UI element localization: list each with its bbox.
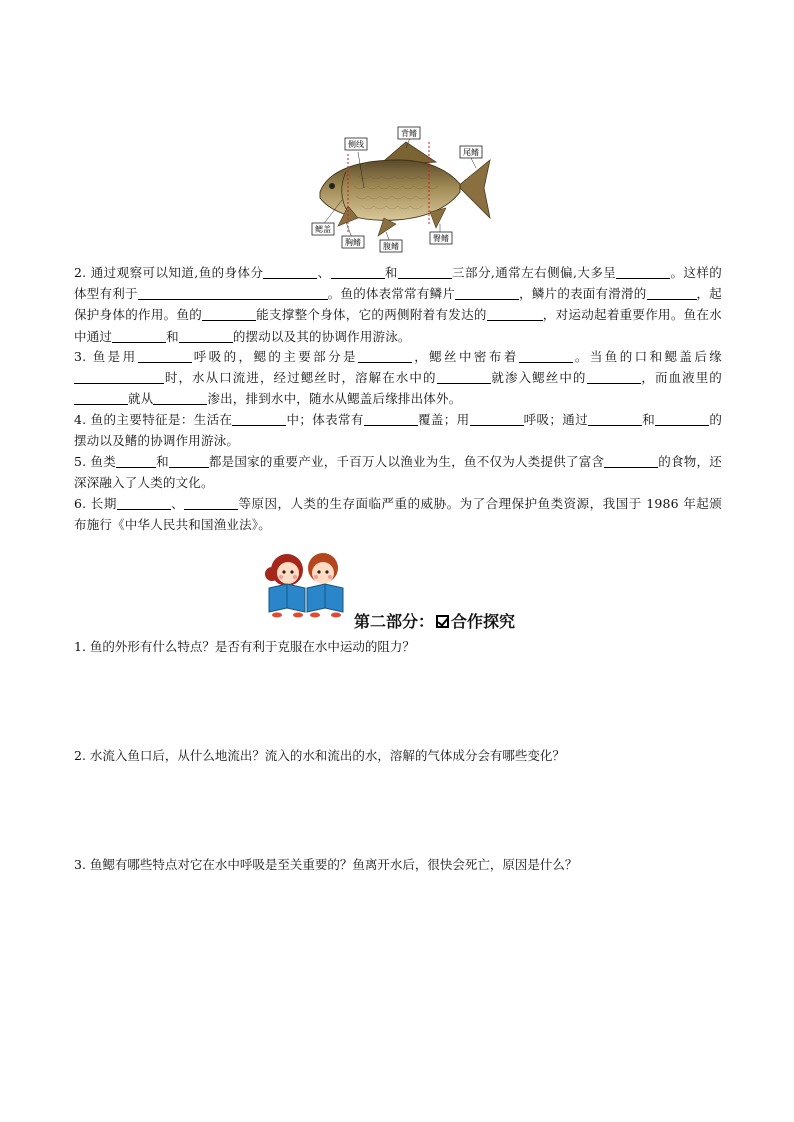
blank[interactable] [112, 328, 166, 343]
blank[interactable] [117, 495, 171, 510]
label-anal-fin: 臀鳍 [433, 234, 449, 243]
fish-diagram [308, 126, 504, 256]
question-4: 4. 鱼的主要特征是：生活在 中；体表常有 覆盖；用 呼吸；通过 和 的摆动以及鳍的协调作用游泳。 [74, 412, 723, 449]
blank[interactable] [179, 328, 233, 343]
blank[interactable] [398, 264, 452, 279]
kids-reading-svg [265, 548, 349, 618]
label-pelvic-fin: 腹鳍 [383, 242, 399, 251]
label-caudal-fin: 尾鳍 [463, 148, 479, 157]
blank[interactable] [169, 453, 209, 468]
blank[interactable] [587, 369, 641, 384]
blank[interactable] [470, 411, 524, 426]
blank[interactable] [588, 411, 642, 426]
blank[interactable] [616, 264, 670, 279]
inquiry-question-3: 3. 鱼鳃有哪些特点对它在水中呼吸是至关重要的？鱼离开水后，很快会死亡，原因是什么？ [74, 857, 578, 872]
blank[interactable] [138, 348, 192, 363]
label-pectoral-fin: 胸鳍 [345, 238, 361, 247]
label-dorsal-fin: 背鳍 [401, 129, 417, 138]
inquiry-question-1: 1. 鱼的外形有什么特点？是否有利于克服在水中运动的阻力？ [74, 639, 415, 654]
checkbox-icon [436, 615, 449, 628]
label-operculum: 鳃盖 [315, 225, 331, 234]
question-2: 2. 通过观察可以知道,鱼的身体分 、 和 三部分,通常左右侧偏,大多呈 。这样的体型有利于 。鱼的体表常常有鳞片 ，鳞片的表面有滑滑的 ，起保护身体的作用。鱼的 能支撑整个身体，它的两侧附着有发达的 ，对运动起着重要作用。鱼在水中通过 和 的摆动以及其的协调作用游泳。 [74, 265, 722, 344]
inquiry-question-2: 2. 水流入鱼口后，从什么地流出？流入的水和流出的水，溶解的气体成分会有哪些变化？ [74, 748, 565, 763]
blank[interactable] [138, 285, 328, 300]
kids-reading-illustration [265, 548, 349, 618]
question-3: 3. 鱼是用 呼吸的，鳃的主要部分是 ，鳃丝中密布着 。当鱼的口和鳃盖后缘时，水从口流进，经过鳃丝时，溶解在水中的 就渗入鳃丝中的 ，而血液里的就从 渗出，排到水中，随水从鳃盖后缘排出体外。 [74, 349, 722, 407]
caudal-fin-shape [458, 160, 490, 218]
blank[interactable] [437, 369, 491, 384]
blank[interactable] [604, 453, 658, 468]
blank[interactable] [358, 348, 412, 363]
blank[interactable] [74, 390, 128, 405]
blank[interactable] [519, 348, 573, 363]
section-title: 第二部分： 合作探究 [354, 612, 516, 631]
blank[interactable] [655, 411, 709, 426]
blank[interactable] [331, 264, 385, 279]
blank[interactable] [232, 411, 286, 426]
label-lateral-line: 侧线 [348, 140, 364, 149]
fish-diagram-svg [308, 126, 504, 256]
blank[interactable] [116, 453, 156, 468]
fish-eye [329, 183, 335, 189]
blank[interactable] [364, 411, 418, 426]
blank[interactable] [647, 285, 697, 300]
blank[interactable] [487, 306, 543, 321]
question-5: 5. 鱼类 和 都是国家的重要产业，千百万人以渔业为生，鱼不仅为人类提供了富含 的食物，还深深融入了人类的文化。 [74, 454, 722, 491]
blank[interactable] [153, 390, 207, 405]
blank[interactable] [202, 306, 256, 321]
blank[interactable] [184, 495, 238, 510]
question-6: 6. 长期 、 等原因，人类的生存面临严重的威胁。为了合理保护鱼类资源，我国于 1986 年起颁布施行《中华人民共和国渔业法》。 [74, 496, 723, 533]
blank[interactable] [455, 285, 519, 300]
blank[interactable] [263, 264, 317, 279]
blank[interactable] [74, 369, 164, 384]
